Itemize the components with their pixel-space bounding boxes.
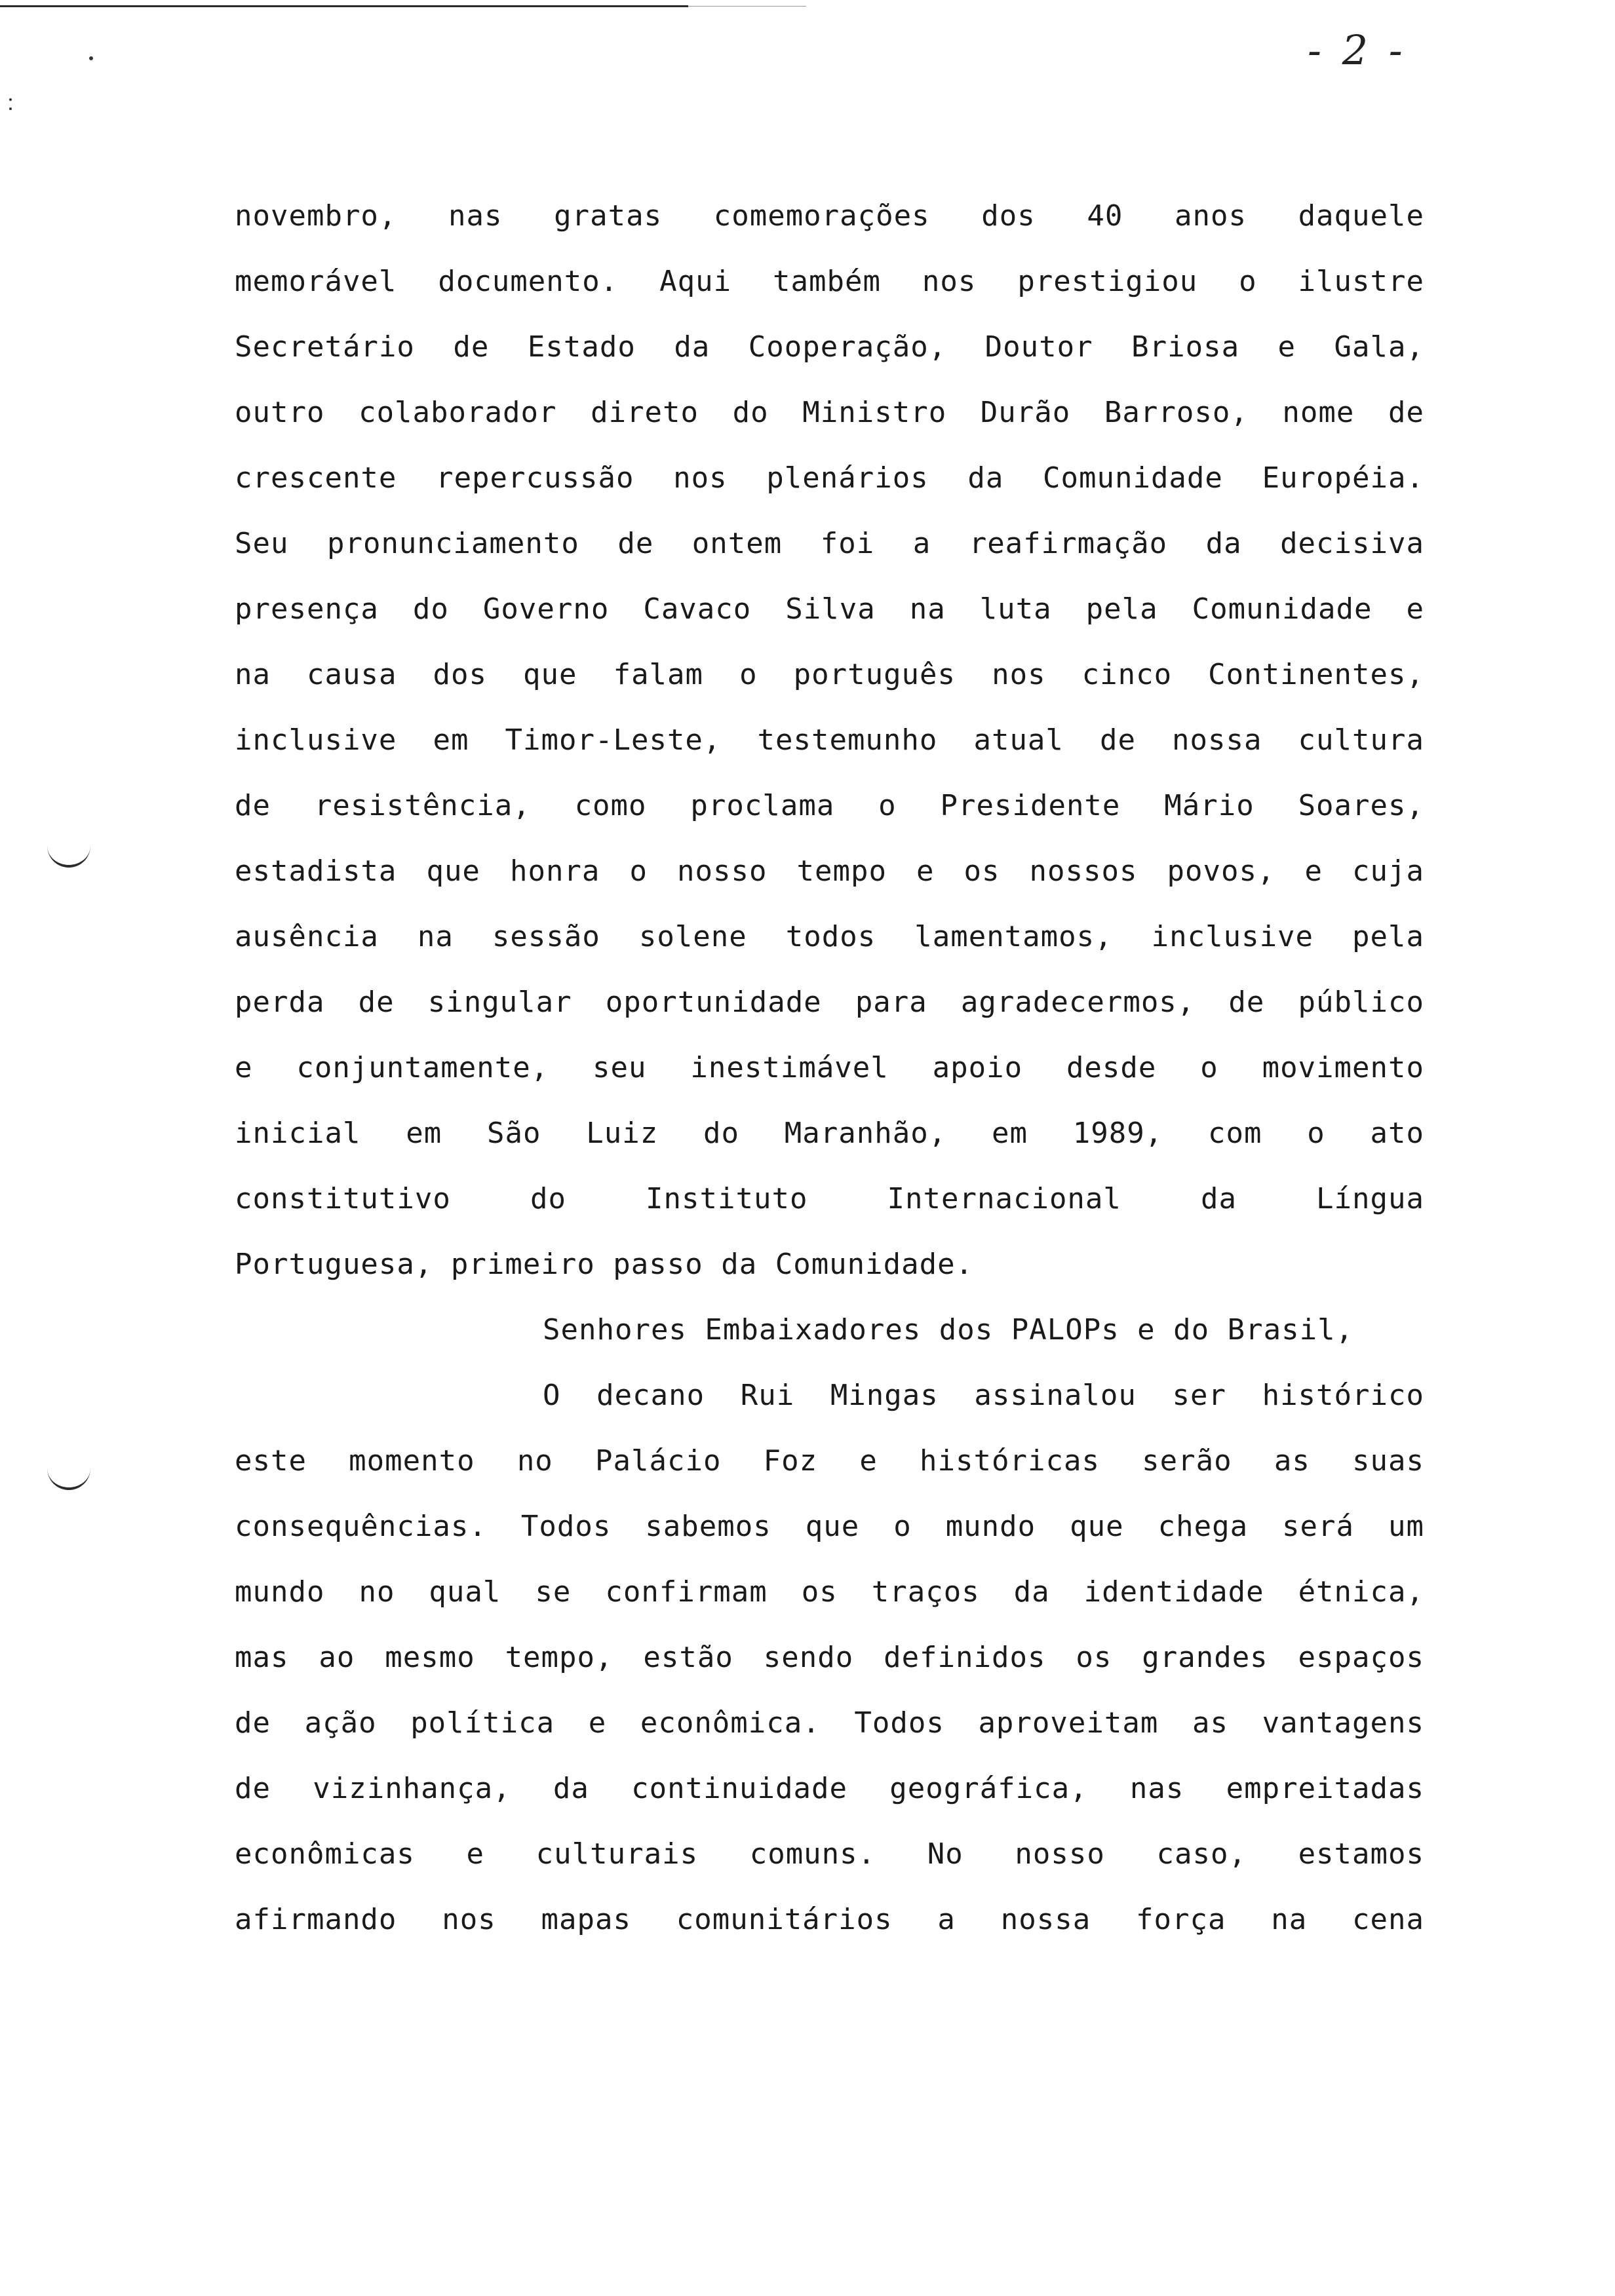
text-line: constitutivo do Instituto Internacional da Língua <box>235 1182 1424 1215</box>
text-line: consequências. Todos sabemos que o mundo que chega será um <box>235 1510 1424 1543</box>
scan-speck <box>9 98 12 101</box>
page-number: - 2 - <box>1308 26 1407 74</box>
text-line: perda de singular oportunidade para agradecermos, de público <box>235 985 1424 1019</box>
document-body <box>235 183 1424 1953</box>
text-line: de vizinhança, da continuidade geográfica, nas empreitadas <box>235 1772 1424 1805</box>
text-line: este momento no Palácio Foz e históricas serão as suas <box>235 1444 1424 1478</box>
hole-punch-mark <box>47 1466 90 1490</box>
scan-speck <box>9 107 12 110</box>
scan-top-rule <box>0 5 688 7</box>
text-line: Secretário de Estado da Cooperação, Doutor Briosa e Gala, <box>235 330 1424 364</box>
text-line: outro colaborador direto do Ministro Durão Barroso, nome de <box>235 396 1424 429</box>
text-line: crescente repercussão nos plenários da Comunidade Européia. <box>235 461 1424 495</box>
text-line: inicial em São Luiz do Maranhão, em 1989, com o ato <box>235 1117 1424 1150</box>
text-line: presença do Governo Cavaco Silva na luta pela Comunidade e <box>235 592 1424 626</box>
text-line: econômicas e culturais comuns. No nosso caso, estamos <box>235 1837 1424 1871</box>
paragraph-first-line: O decano Rui Mingas assinalou ser histórico <box>543 1379 1424 1412</box>
hole-punch-mark <box>47 844 90 868</box>
text-line: Portuguesa, primeiro passo da Comunidade. <box>235 1248 974 1281</box>
scan-speck <box>89 56 93 60</box>
text-line: Seu pronunciamento de ontem foi a reafirmação da decisiva <box>235 527 1424 560</box>
text-line: e conjuntamente, seu inestimável apoio desde o movimento <box>235 1051 1424 1084</box>
scan-top-rule-faint <box>688 6 806 7</box>
text-line: inclusive em Timor-Leste, testemunho atual de nossa cultura <box>235 723 1424 757</box>
text-line: ausência na sessão solene todos lamentamos, inclusive pela <box>235 920 1424 953</box>
text-line: novembro, nas gratas comemorações dos 40 anos daquele <box>235 199 1424 233</box>
text-line: estadista que honra o nosso tempo e os nossos povos, e cuja <box>235 854 1424 888</box>
salutation-line: Senhores Embaixadores dos PALOPs e do Brasil, <box>543 1313 1354 1347</box>
text-line: afirmando nos mapas comunitários a nossa força na cena <box>235 1903 1424 1936</box>
text-line: mas ao mesmo tempo, estão sendo definidos os grandes espaços <box>235 1641 1424 1674</box>
text-line: de resistência, como proclama o Presidente Mário Soares, <box>235 789 1424 822</box>
text-line: de ação política e econômica. Todos aproveitam as vantagens <box>235 1706 1424 1740</box>
text-line: na causa dos que falam o português nos cinco Continentes, <box>235 658 1424 691</box>
text-line: memorável documento. Aqui também nos prestigiou o ilustre <box>235 265 1424 298</box>
text-line: mundo no qual se confirmam os traços da identidade étnica, <box>235 1575 1424 1609</box>
